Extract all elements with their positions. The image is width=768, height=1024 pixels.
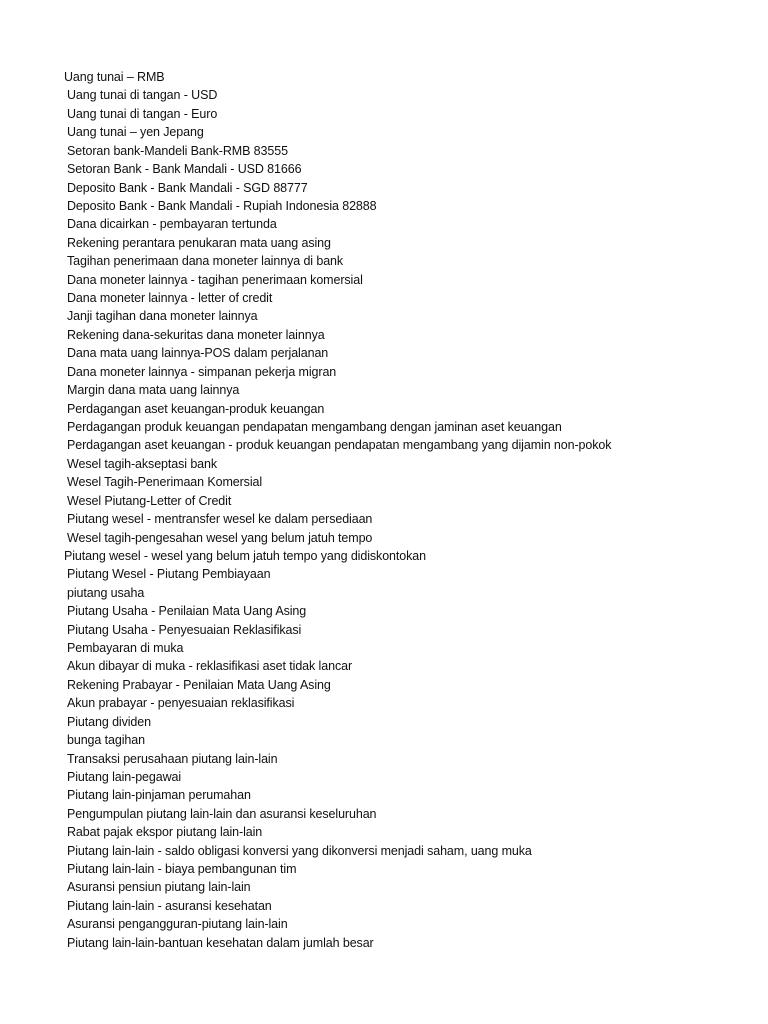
document-line: Setoran bank-Mandeli Bank-RMB 83555 <box>67 143 288 158</box>
document-line: Piutang wesel - wesel yang belum jatuh tempo yang didiskontokan <box>64 548 426 563</box>
document-line: Pengumpulan piutang lain-lain dan asuransi keseluruhan <box>67 806 377 821</box>
document-line: Rabat pajak ekspor piutang lain-lain <box>67 825 263 840</box>
document-line: Deposito Bank - Bank Mandali - SGD 88777 <box>67 180 308 195</box>
document-line: Setoran Bank - Bank Mandali - USD 81666 <box>67 162 302 177</box>
document-line: Piutang lain-lain - asuransi kesehatan <box>67 898 272 913</box>
document-line: Deposito Bank - Bank Mandali - Rupiah Indonesia 82888 <box>67 198 377 213</box>
document-line: Perdagangan aset keuangan-produk keuangan <box>67 401 325 416</box>
document-line: Piutang Usaha - Penilaian Mata Uang Asing <box>67 604 307 619</box>
document-line: bunga tagihan <box>67 733 145 748</box>
document-line: Dana moneter lainnya - simpanan pekerja migran <box>67 364 337 379</box>
document-line: Dana moneter lainnya - tagihan penerimaan komersial <box>67 272 363 287</box>
document-line: Perdagangan produk keuangan pendapatan mengambang dengan jaminan aset keuangan <box>67 419 562 434</box>
document-line: Pembayaran di muka <box>67 641 184 656</box>
document-line: Uang tunai di tangan - Euro <box>67 106 218 121</box>
document-line: Janji tagihan dana moneter lainnya <box>67 309 258 324</box>
document-line: Akun dibayar di muka - reklasifikasi aset tidak lancar <box>67 659 353 674</box>
document-line: Asuransi pensiun piutang lain-lain <box>67 880 251 895</box>
document-line: Rekening dana-sekuritas dana moneter lainnya <box>67 327 325 342</box>
document-line: Piutang Usaha - Penyesuaian Reklasifikasi <box>67 622 302 637</box>
document-line: Wesel tagih-pengesahan wesel yang belum jatuh tempo <box>67 530 373 545</box>
document-line: Asuransi pengangguran-piutang lain-lain <box>67 917 288 932</box>
document-line: Uang tunai – RMB <box>64 70 165 84</box>
document-line: Perdagangan aset keuangan - produk keuangan pendapatan mengambang yang dijamin non-pokok <box>67 438 612 453</box>
document-line: Piutang lain-pegawai <box>67 769 182 784</box>
document-line: Piutang wesel - mentransfer wesel ke dalam persediaan <box>67 512 373 527</box>
document-line: Akun prabayar - penyesuaian reklasifikasi <box>67 696 295 711</box>
document-line: piutang usaha <box>67 585 145 600</box>
document-line: Rekening Prabayar - Penilaian Mata Uang Asing <box>67 677 331 692</box>
document-line: Piutang lain-lain - biaya pembangunan tim <box>67 862 297 877</box>
document-line: Tagihan penerimaan dana moneter lainnya di bank <box>67 254 344 269</box>
document-line: Dana dicairkan - pembayaran tertunda <box>67 217 277 232</box>
document-line: Dana mata uang lainnya-POS dalam perjalanan <box>67 346 329 361</box>
document-line: Uang tunai di tangan - USD <box>67 88 218 103</box>
document-line: Wesel Tagih-Penerimaan Komersial <box>67 475 263 490</box>
document-line: Piutang lain-pinjaman perumahan <box>67 788 251 803</box>
document-line: Transaksi perusahaan piutang lain-lain <box>67 751 278 766</box>
document-line: Piutang lain-lain-bantuan kesehatan dalam jumlah besar <box>67 935 374 950</box>
document-line: Piutang Wesel - Piutang Pembiayaan <box>67 567 271 582</box>
document-line: Wesel Piutang-Letter of Credit <box>67 493 232 508</box>
document-line: Wesel tagih-akseptasi bank <box>67 456 218 471</box>
document-line: Piutang dividen <box>67 714 151 729</box>
document-line: Uang tunai – yen Jepang <box>67 125 204 140</box>
document-line: Piutang lain-lain - saldo obligasi konversi yang dikonversi menjadi saham, uang muka <box>67 843 532 858</box>
document-line: Dana moneter lainnya - letter of credit <box>67 291 273 306</box>
document-line: Rekening perantara penukaran mata uang asing <box>67 235 331 250</box>
document-line: Margin dana mata uang lainnya <box>67 383 240 398</box>
